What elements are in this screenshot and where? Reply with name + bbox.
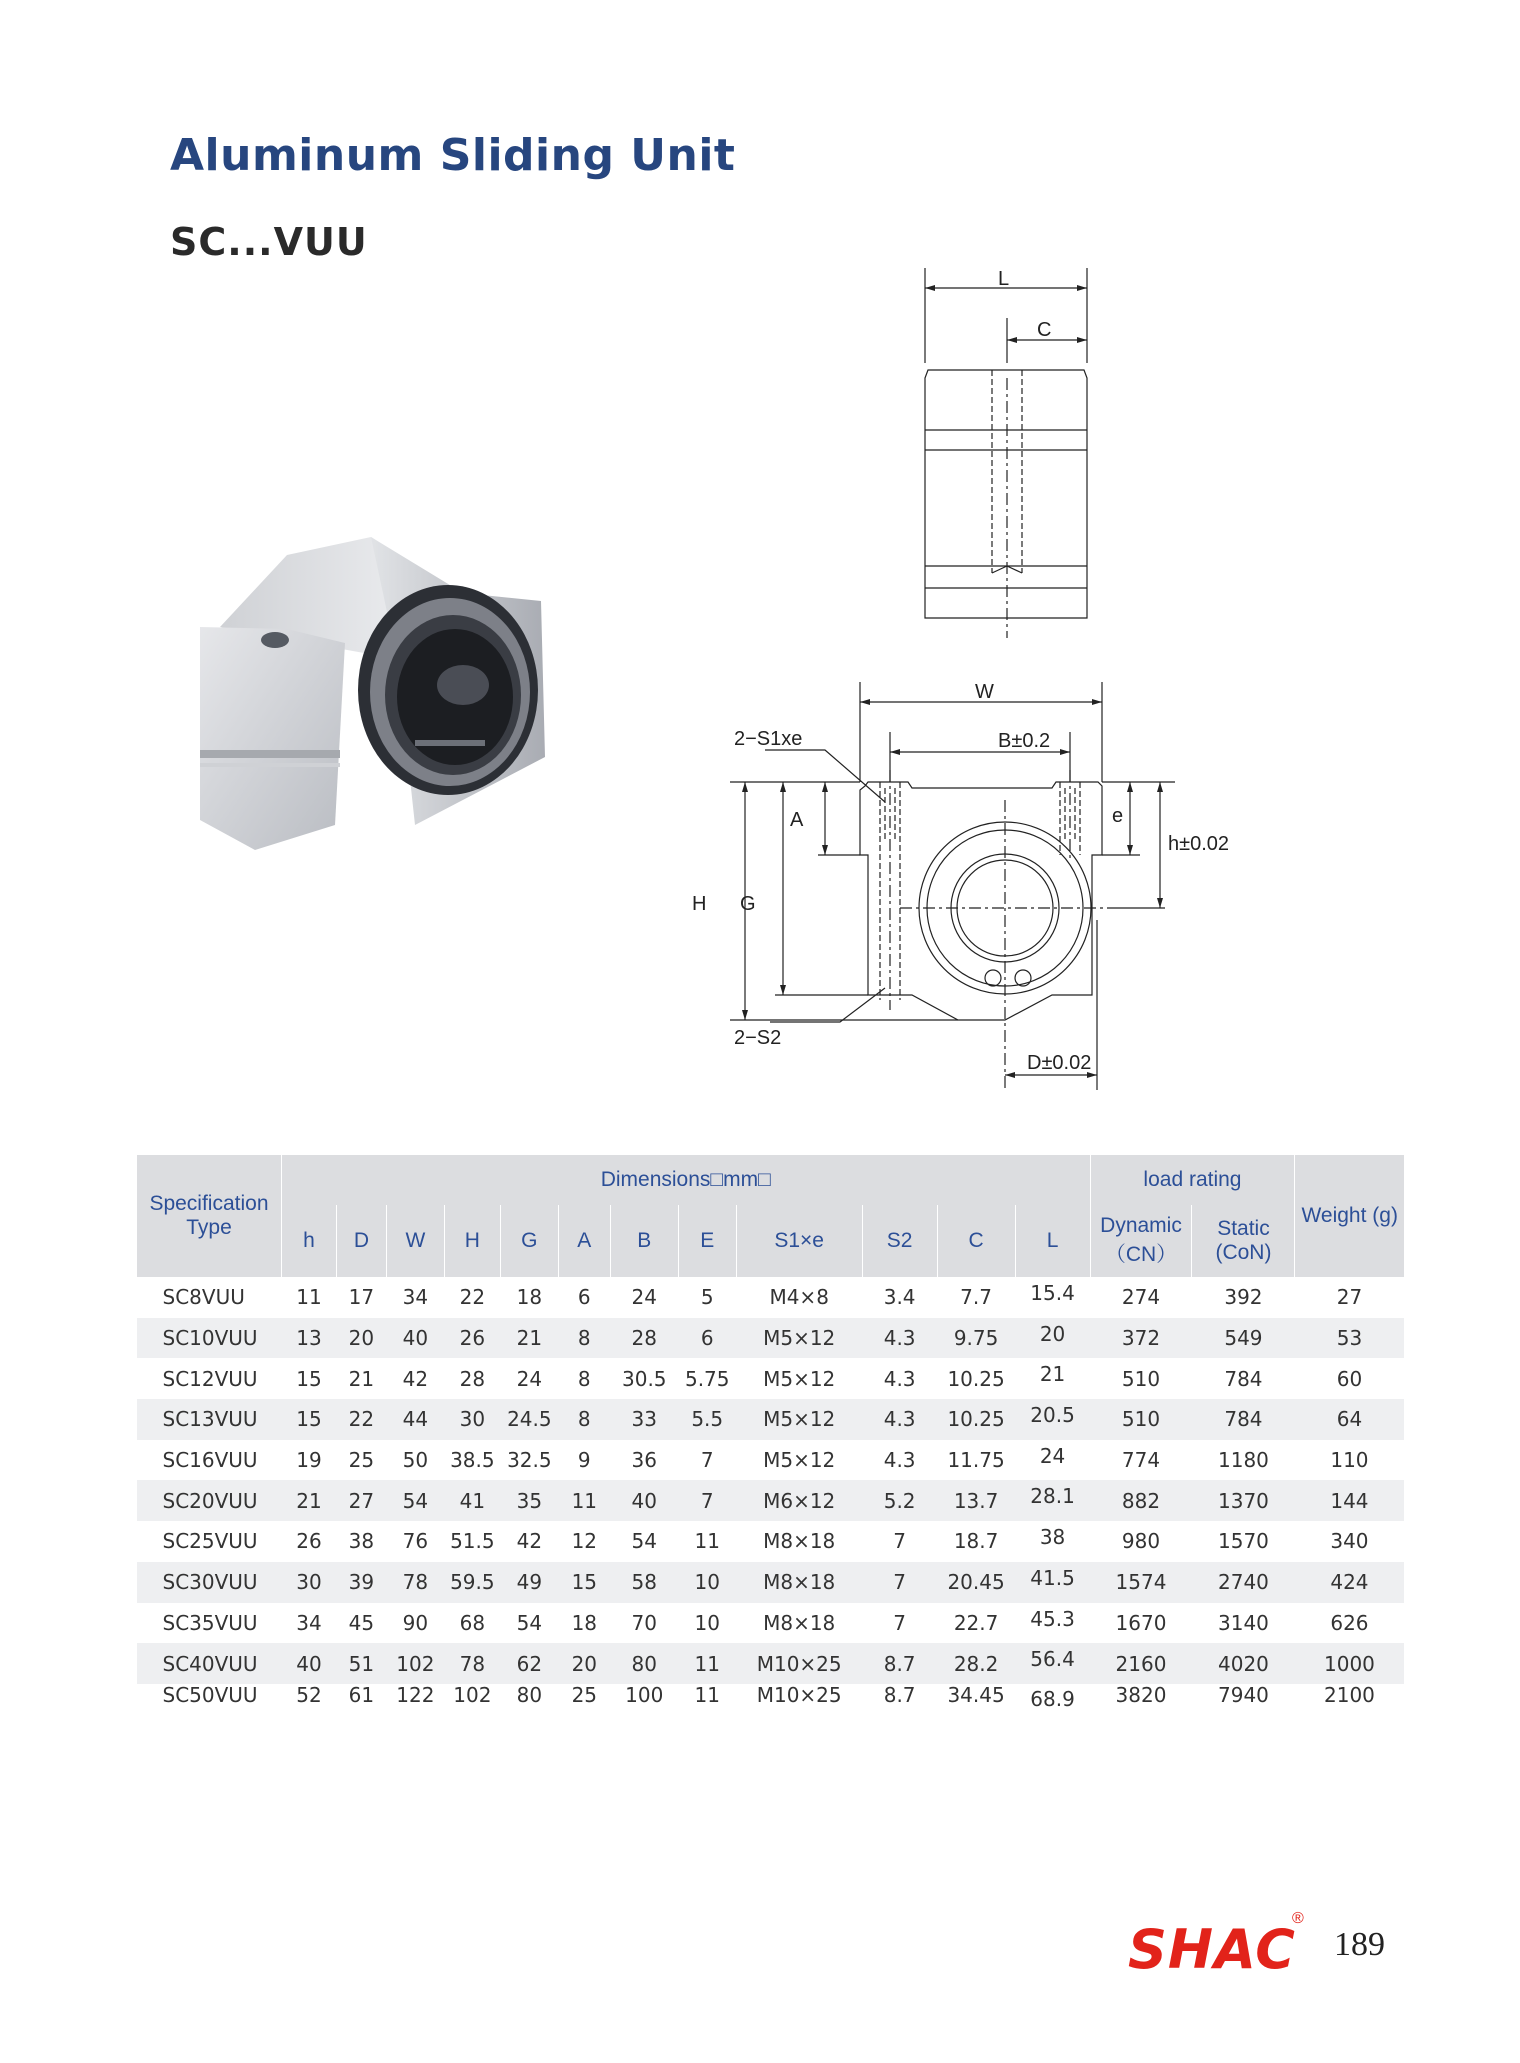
table-cell: 45.3 <box>1030 1606 1075 1631</box>
table-cell: 102 <box>453 1683 492 1707</box>
brand-logo: SHAC <box>1128 1918 1296 1981</box>
table-cell: 38 <box>1039 1525 1066 1550</box>
table-cell: 28.1 <box>1015 1480 1090 1521</box>
table-cell: 15 <box>558 1562 610 1603</box>
table-cell: 510 <box>1090 1399 1192 1440</box>
table-cell: 15 <box>296 1366 322 1391</box>
table-cell: 80 <box>516 1683 543 1707</box>
table-cell: 30 <box>281 1562 336 1603</box>
table-cell: 26 <box>296 1529 322 1554</box>
table-cell: 20 <box>336 1318 386 1359</box>
table-cell: 34 <box>402 1285 429 1310</box>
table-cell: 11 <box>558 1480 610 1521</box>
table-cell: 78 <box>386 1562 444 1603</box>
table-row <box>137 1684 1405 1710</box>
table-cell: 60 <box>1336 1366 1363 1391</box>
table-cell: 40 <box>386 1318 444 1359</box>
table-cell: 549 <box>1192 1318 1295 1359</box>
table-cell: 10 <box>694 1610 720 1635</box>
table-cell: M10×25 <box>736 1643 862 1684</box>
table-cell: 18 <box>516 1285 543 1310</box>
col-header: S2 <box>862 1205 937 1277</box>
table-cell: 784 <box>1224 1366 1263 1391</box>
cell-type: SC8VUU <box>162 1285 245 1310</box>
table-cell: 35 <box>500 1480 558 1521</box>
table-cell: 54 <box>386 1480 444 1521</box>
table-cell: 1180 <box>1218 1448 1269 1473</box>
table-cell: 980 <box>1121 1529 1161 1554</box>
table-cell: 4.3 <box>862 1399 937 1440</box>
table-cell: 22 <box>459 1285 486 1310</box>
table-cell: 17 <box>348 1285 375 1310</box>
cell-type: SC20VUU <box>137 1480 282 1521</box>
table-cell: 11 <box>694 1529 720 1554</box>
dim-label-B: B±0.2 <box>998 730 1051 752</box>
col-header: D <box>336 1205 386 1277</box>
table-cell: 1370 <box>1192 1480 1295 1521</box>
table-cell: 510 <box>1121 1366 1161 1391</box>
table-cell: 8.7 <box>883 1683 916 1707</box>
table-cell: 44 <box>386 1399 444 1440</box>
table-cell: 54 <box>631 1529 657 1554</box>
table-cell: M5×12 <box>736 1399 862 1440</box>
table-cell: 7940 <box>1218 1683 1269 1707</box>
table-cell: 90 <box>402 1610 429 1635</box>
table-cell: 54 <box>516 1610 543 1635</box>
table-cell: 27 <box>1336 1285 1363 1310</box>
table-cell: 80 <box>610 1643 678 1684</box>
cell-type: SC12VUU <box>162 1366 258 1391</box>
cell-type: SC16VUU <box>162 1448 258 1473</box>
table-cell: 68.9 <box>1030 1686 1075 1710</box>
table-cell: 102 <box>386 1643 444 1684</box>
table-cell: 20.5 <box>1015 1399 1090 1440</box>
table-cell: 30 <box>444 1399 500 1440</box>
table-cell: 22.7 <box>953 1610 999 1635</box>
table-cell: 30.5 <box>622 1366 667 1391</box>
col-header: B <box>610 1205 678 1277</box>
cell-type: SC50VUU <box>162 1683 258 1707</box>
table-row <box>137 1277 1405 1318</box>
table-cell: 8 <box>577 1366 591 1391</box>
table-cell: 5 <box>700 1285 714 1310</box>
dim-label-G: G <box>740 893 756 915</box>
table-cell: 20 <box>558 1643 610 1684</box>
table-cell: 6 <box>577 1285 591 1310</box>
table-row <box>137 1562 1405 1603</box>
product-photo <box>195 525 555 865</box>
table-cell: 36 <box>631 1448 657 1473</box>
table-cell: 38 <box>348 1529 375 1554</box>
table-cell: 1000 <box>1295 1643 1404 1684</box>
table-cell: 10 <box>678 1562 736 1603</box>
table-cell: M8×18 <box>763 1610 836 1635</box>
table-cell: 4.3 <box>883 1448 916 1473</box>
table-cell: 19 <box>296 1448 322 1473</box>
load-rating-header: load rating <box>1090 1155 1295 1205</box>
table-cell: 21 <box>348 1366 375 1391</box>
table-cell: 41 <box>444 1480 500 1521</box>
table-cell: 7 <box>700 1448 714 1473</box>
table-cell: 4.3 <box>883 1366 916 1391</box>
table-cell: M8×18 <box>763 1529 836 1554</box>
table-cell: 28 <box>610 1318 678 1359</box>
table-cell: 40 <box>281 1643 336 1684</box>
table-body <box>137 1277 1405 1710</box>
table-row <box>137 1603 1405 1644</box>
table-cell: 61 <box>348 1683 375 1707</box>
table-cell: 12 <box>571 1529 598 1554</box>
table-cell: 5.2 <box>862 1480 937 1521</box>
table-cell: 774 <box>1121 1448 1161 1473</box>
table-cell: M5×12 <box>763 1366 836 1391</box>
table-cell: 110 <box>1330 1448 1369 1473</box>
table-cell: 100 <box>625 1683 664 1707</box>
table-cell: 62 <box>500 1643 558 1684</box>
table-cell: 42 <box>516 1529 543 1554</box>
table-cell: 8 <box>558 1399 610 1440</box>
table-cell: 1670 <box>1115 1610 1167 1635</box>
table-cell: M10×25 <box>756 1683 842 1707</box>
table-cell: 372 <box>1090 1318 1192 1359</box>
cell-type: SC10VUU <box>137 1318 282 1359</box>
table-cell: 51 <box>336 1643 386 1684</box>
table-cell: 7.7 <box>960 1285 992 1310</box>
table-cell: M6×12 <box>736 1480 862 1521</box>
table-cell: 40 <box>610 1480 678 1521</box>
registered-mark: ® <box>1292 1910 1304 1927</box>
table-cell: 11 <box>678 1643 736 1684</box>
table-cell: 7 <box>862 1562 937 1603</box>
table-cell: 18 <box>571 1610 598 1635</box>
table-cell: 49 <box>500 1562 558 1603</box>
dim-label-S2: 2−S2 <box>734 1027 782 1049</box>
table-cell: 22 <box>336 1399 386 1440</box>
col-header: S1×e <box>736 1205 862 1277</box>
table-cell: 9 <box>577 1448 591 1473</box>
col-header: E <box>678 1205 736 1277</box>
table-cell: 340 <box>1330 1529 1369 1554</box>
table-cell: 21 <box>500 1318 558 1359</box>
table-cell: 45 <box>348 1610 375 1635</box>
table-cell: 34 <box>296 1610 322 1635</box>
table-cell: 21 <box>1039 1362 1066 1387</box>
table-cell: 882 <box>1090 1480 1192 1521</box>
table-cell: 28.2 <box>937 1643 1015 1684</box>
table-cell: M5×12 <box>736 1318 862 1359</box>
table-cell: 3820 <box>1115 1683 1167 1707</box>
dim-label-D: D±0.02 <box>1027 1052 1092 1074</box>
col-header: G <box>500 1205 558 1277</box>
table-cell: 4020 <box>1192 1643 1295 1684</box>
table-cell: 7 <box>893 1610 906 1635</box>
table-cell: 8 <box>558 1318 610 1359</box>
table-cell: 41.5 <box>1015 1562 1090 1603</box>
table-cell: 2740 <box>1192 1562 1295 1603</box>
table-cell: 5.75 <box>684 1366 730 1391</box>
page-number: 189 <box>1334 1926 1385 1963</box>
table-cell: 1570 <box>1218 1529 1269 1554</box>
table-cell: 51.5 <box>450 1529 495 1554</box>
table-cell: 20 <box>1015 1318 1090 1359</box>
table-cell: 25 <box>348 1448 375 1473</box>
table-cell: 424 <box>1295 1562 1404 1603</box>
table-cell: 52 <box>296 1683 322 1707</box>
table-cell: M5×12 <box>763 1448 836 1473</box>
table-cell: 28 <box>459 1366 486 1391</box>
table-cell: 7 <box>893 1529 906 1554</box>
table-cell: 70 <box>631 1610 657 1635</box>
dim-label-h: h±0.02 <box>1168 833 1230 855</box>
table-cell: 33 <box>610 1399 678 1440</box>
table-cell: 4.3 <box>862 1318 937 1359</box>
dim-label-e: e <box>1112 805 1124 827</box>
col-header-dynamic: Dynamic （CN） <box>1090 1205 1192 1277</box>
table-cell: 24 <box>516 1366 543 1391</box>
cell-type: SC13VUU <box>137 1399 282 1440</box>
table-cell: 2160 <box>1090 1643 1192 1684</box>
table-cell: 18.7 <box>953 1529 999 1554</box>
table-cell: 39 <box>336 1562 386 1603</box>
table-row <box>137 1480 1405 1521</box>
table-cell: 21 <box>281 1480 336 1521</box>
table-cell: 1574 <box>1090 1562 1192 1603</box>
table-cell: 11.75 <box>947 1448 1005 1473</box>
table-cell: 7 <box>678 1480 736 1521</box>
table-row <box>137 1521 1405 1562</box>
col-header: L <box>1015 1205 1090 1277</box>
table-cell: 50 <box>402 1448 429 1473</box>
table-cell: 68 <box>459 1610 486 1635</box>
table-cell: 24 <box>1039 1443 1066 1468</box>
table-cell: 15 <box>281 1399 336 1440</box>
table-cell: 32.5 <box>507 1448 552 1473</box>
table-cell: 53 <box>1295 1318 1404 1359</box>
table-cell: 5.5 <box>678 1399 736 1440</box>
table-cell: M4×8 <box>769 1285 829 1310</box>
table-cell: 78 <box>444 1643 500 1684</box>
table-cell: 38.5 <box>450 1448 495 1473</box>
table-cell: 26 <box>444 1318 500 1359</box>
dim-label-H: H <box>692 893 707 915</box>
table-cell: 15.4 <box>1030 1281 1075 1305</box>
table-cell: 6 <box>678 1318 736 1359</box>
table-cell: 9.75 <box>937 1318 1015 1359</box>
dim-label-A: A <box>790 809 804 831</box>
table-cell: 13 <box>281 1318 336 1359</box>
table-row <box>137 1318 1405 1359</box>
table-cell: 34.45 <box>947 1683 1005 1707</box>
spec-type-header: Specification Type <box>137 1155 282 1277</box>
table-cell: 58 <box>610 1562 678 1603</box>
table-cell: 13.7 <box>937 1480 1015 1521</box>
table-cell: 59.5 <box>444 1562 500 1603</box>
table-cell: 76 <box>402 1529 429 1554</box>
table-cell: 42 <box>402 1366 429 1391</box>
weight-header: Weight (g) <box>1295 1155 1404 1277</box>
table-cell: 25 <box>571 1683 598 1707</box>
table-cell: M8×18 <box>736 1562 862 1603</box>
dim-label-W: W <box>975 681 994 703</box>
table-cell: 24.5 <box>500 1399 558 1440</box>
side-view-drawing <box>900 258 1120 648</box>
dimensions-header: Dimensions□mm□ <box>281 1155 1090 1205</box>
table-cell: 56.4 <box>1015 1643 1090 1684</box>
table-cell: 122 <box>396 1683 435 1707</box>
table-cell: 144 <box>1295 1480 1404 1521</box>
table-row <box>137 1358 1405 1399</box>
page-title: Aluminum Sliding Unit <box>170 130 736 181</box>
table-cell: 2100 <box>1324 1683 1375 1707</box>
cell-type: SC35VUU <box>162 1610 258 1635</box>
table-cell: 8.7 <box>862 1643 937 1684</box>
specification-table <box>136 1155 1404 1710</box>
front-view-drawing <box>650 670 1370 1110</box>
table-cell: 626 <box>1330 1610 1369 1635</box>
table-cell: 11 <box>694 1683 720 1707</box>
table-row <box>137 1399 1405 1440</box>
dim-label-L: L <box>998 268 1010 290</box>
table-cell: 3140 <box>1218 1610 1269 1635</box>
table-cell: 64 <box>1295 1399 1404 1440</box>
series-subtitle: SC...VUU <box>170 220 368 264</box>
cell-type: SC30VUU <box>137 1562 282 1603</box>
table-cell: 11 <box>296 1285 322 1310</box>
col-header: C <box>937 1205 1015 1277</box>
cell-type: SC40VUU <box>137 1643 282 1684</box>
table-cell: 784 <box>1192 1399 1295 1440</box>
table-row <box>137 1643 1405 1684</box>
table-cell: 392 <box>1224 1285 1263 1310</box>
col-header: A <box>558 1205 610 1277</box>
table-row <box>137 1440 1405 1481</box>
table-cell: 10.25 <box>937 1399 1015 1440</box>
dim-label-C: C <box>1037 319 1052 341</box>
cell-type: SC25VUU <box>162 1529 258 1554</box>
table-cell: 3.4 <box>883 1285 916 1310</box>
dim-label-S1: 2−S1xe <box>734 728 803 750</box>
table-cell: 27 <box>336 1480 386 1521</box>
table-cell: 10.25 <box>947 1366 1005 1391</box>
col-header: H <box>444 1205 500 1277</box>
col-header-static: Static (CoN) <box>1192 1205 1295 1277</box>
table-cell: 24 <box>631 1285 657 1310</box>
table-cell: 274 <box>1121 1285 1161 1310</box>
col-header: W <box>386 1205 444 1277</box>
col-header: h <box>281 1205 336 1277</box>
table-cell: 20.45 <box>937 1562 1015 1603</box>
